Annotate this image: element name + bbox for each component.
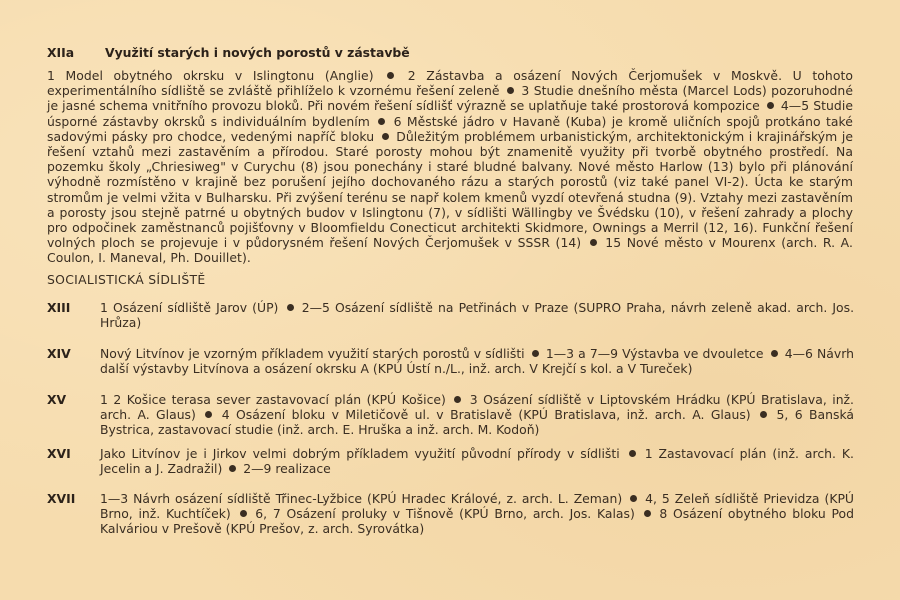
caption-item: 8 Osázení obytného bloku Pod Kalváriou v Prešově (KPÚ Prešov, z. arch. Syrovátka)	[100, 506, 854, 537]
caption-item: 2 Zástavba a osázení Nových Čerjomušek v Moskvě. U tohoto experimentálního sídliště se zvláště přihlíželo k vzornému řešení zeleně	[47, 68, 853, 99]
caption-item: 1 Osázení sídliště Jarov (ÚP)	[100, 300, 279, 315]
section-heading	[47, 45, 410, 60]
caption-item: 4, 5 Zeleň sídliště Prievidza (KPÚ Brno, inž. Kuchtíček)	[100, 491, 854, 522]
entry-xiv	[47, 346, 857, 376]
caption-item: 4—5 Studie úsporné zástavby okrsků s individuálním bydlením	[47, 98, 853, 129]
bullet-separator-icon	[287, 304, 294, 311]
caption-item: 3 Studie dnešního města (Marcel Lods) pozoruhodné je jasné schema vnitřního provozu bloků. Při novém řešení sídlišť výrazně se uplatňuje také prostorová kompozice	[47, 83, 853, 114]
bullet-separator-icon	[205, 411, 212, 418]
caption-item: 6, 7 Osázení proluky v Tišnově (KPÚ Brno, arch. Jos. Kalas)	[255, 506, 635, 522]
bullet-separator-icon	[240, 510, 247, 517]
bullet-separator-icon	[507, 87, 514, 94]
entry-text	[100, 300, 854, 330]
entry-xvi	[47, 446, 857, 476]
bullet-separator-icon	[629, 450, 636, 457]
entry-code: XVII	[47, 491, 76, 506]
caption-item: 4—6 Návrh další výstavby Litvínova a osázení okrsku A (KPÚ Ústí n./L., inž. arch. V Krejčí s kol. a V Tureček)	[100, 346, 854, 377]
bullet-separator-icon	[771, 350, 778, 357]
bullet-separator-icon	[454, 396, 461, 403]
entry-text	[100, 346, 854, 376]
entry-text	[100, 446, 854, 476]
caption-item: 1 Model obytného okrsku v Islingtonu (Anglie)	[47, 68, 374, 83]
caption-item: 15 Nové město v Mourenx (arch. R. A. Coulon, I. Maneval, Ph. Douillet).	[47, 235, 853, 266]
section-code: XIIa	[47, 45, 75, 60]
bullet-separator-icon	[387, 72, 394, 79]
entry-code: XIV	[47, 346, 71, 361]
caption-item: Nový Litvínov je vzorným příkladem využití starých porostů v sídlišti	[100, 346, 525, 361]
bullet-separator-icon	[630, 495, 637, 502]
caption-item: 6 Městské jádro v Havaně (Kuba) je kromě uličních spojů protkáno také sadovými pásky pro chodce, vedenými napříč bloku	[47, 113, 853, 144]
caption-item: 1—3 Návrh osázení sídliště Třinec-Lyžbice (KPÚ Hradec Králové, z. arch. L. Zeman)	[100, 491, 623, 506]
bullet-separator-icon	[760, 411, 767, 418]
bullet-separator-icon	[767, 102, 774, 109]
bullet-separator-icon	[590, 239, 597, 246]
bullet-separator-icon	[378, 118, 385, 125]
entry-code: XVI	[47, 446, 71, 461]
entry-xiii	[47, 300, 857, 330]
bullet-separator-icon	[644, 510, 651, 517]
entry-xv	[47, 392, 857, 438]
entry-code: XIII	[47, 300, 71, 315]
bullet-separator-icon	[229, 465, 236, 472]
caption-item: Jako Litvínov je i Jirkov velmi dobrým příkladem využití původní přírody v sídlišti	[100, 446, 620, 461]
caption-item: 1 2 Košice terasa sever zastavovací plán (KPÚ Košice)	[100, 392, 446, 407]
caption-item: 2—9 realizace	[243, 461, 331, 477]
entry-text	[100, 491, 854, 537]
caption-item: 4 Osázení bloku v Miletičově ul. v Bratislavě (KPÚ Bratislava, inž. arch. A. Glaus)	[221, 407, 751, 423]
section-title: Využití starých i nových porostů v zástavbě	[105, 45, 410, 60]
caption-item: 5, 6 Banská Bystrica, zastavovací studie (inž. arch. E. Hruška a inž. arch. M. Kodoň)	[100, 407, 855, 438]
caption-item: 2—5 Osázení sídliště na Petřinách v Praze (SUPRO Praha, návrh zeleně akad. arch. Jos. Hrůza)	[100, 300, 855, 331]
caption-item: 3 Osázení sídliště v Liptovském Hrádku (KPÚ Bratislava, inž. arch. A. Glaus)	[100, 392, 854, 423]
caption-item: Důležitým problémem urbanistickým, architektonickým i krajinářským je řešení vztahů mezi zastavěním a přírodou. Staré porosty mohou být znamenitě využity při tvorbě obytného prostředí. Na pozemku školy „Chriesiweg" v Curychu (8) jsou ponechány i staré bludné balvany. Nové město Harlow (13) bylo při plánování výhodně rozmístěno v krajině bez porušení jejího dochovaného rázu a starých porostů (viz také panel VI-2). Úcta ke starým stromům je velmi vžita v Bulharsku. Při zvýšení terénu se např kolem kmenů vyzdí otevřená studna (9). Vztahy mezi zastavěním a porosty jsou stejně patrné u obytných budov v Islingtonu (7), v sídlišti Wällingby ve Švédsku (10), v řešení zahrady a plochy pro odpočinek zaměstnanců pojišťovny v Bloomfieldu Conecticut architekti Skidmore, Ownings a Merril (12, 16). Funkční řešení volných ploch se projevuje i v půdorysném řešení Nových Čerjomušek v SSSR (14)	[47, 128, 853, 251]
subsection-title: SOCIALISTICKÁ SÍDLIŠTĚ	[47, 272, 206, 287]
bullet-separator-icon	[382, 133, 389, 140]
entry-code: XV	[47, 392, 67, 407]
section-paragraph	[47, 68, 853, 266]
entry-xvii	[47, 491, 857, 537]
caption-item: 1—3 a 7—9 Výstavba ve dvouletce	[545, 346, 764, 361]
bullet-separator-icon	[532, 350, 539, 357]
caption-item: 1 Zastavovací plán (inž. arch. K. Jecelin a J. Zadražil)	[100, 446, 854, 477]
entry-text	[100, 392, 854, 438]
